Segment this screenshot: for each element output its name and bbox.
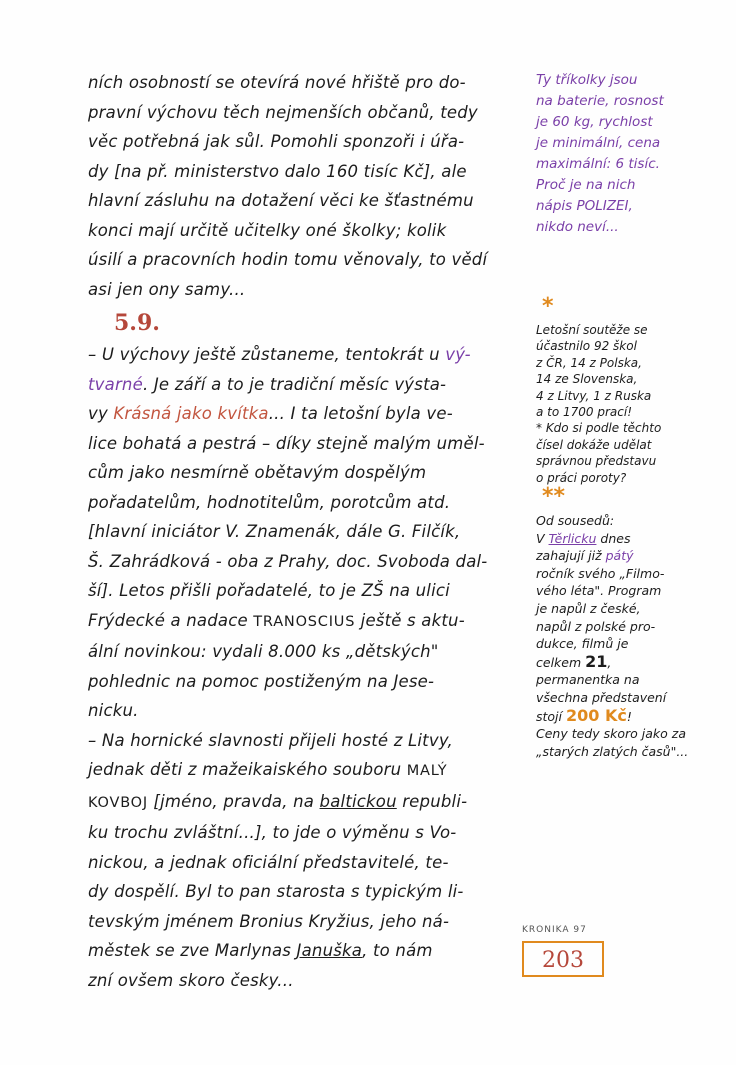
note-line: permanentka na [536,672,640,688]
text-line [88,399,516,429]
text-span: jednak děti z mažeikaiského souboru [88,760,407,779]
paragraph-exhibition [88,340,516,726]
underlined-word: baltickou [319,791,397,811]
note-line: Proč je na nich [536,177,636,193]
text-line: dy [na př. ministerstvo dalo 160 tisíc Kč], ale [88,161,467,181]
text-span: zahajují již [536,548,606,564]
text-span: Frýdecké a nadace [88,610,254,630]
note-line [536,653,712,672]
note-line: je napůl z české, [536,600,641,616]
date-heading: 5.9. [114,310,160,336]
text-span: vy [88,404,114,423]
note-line: Od sousedů: [536,513,615,528]
underlined-word: Januška [296,941,363,960]
paragraph-playground [88,68,516,304]
note-line: Ceny tedy skoro jako za [536,726,686,742]
note-line: a to 1700 prací! [536,405,633,420]
note-line: účastnilo 92 škol [536,339,637,354]
note-line: je 60 kg, rychlost [536,114,653,130]
ensemble-name: KOVBOJ [88,794,148,811]
note-line: je minimální, cena [536,135,661,151]
text-line: nicku. [88,701,139,720]
ensemble-name: MALÝ [406,763,448,779]
double-asterisk-marker: ** [542,484,566,509]
note-line: nikdo neví... [536,219,619,235]
note-line [536,707,712,726]
text-span: dnes [596,530,631,546]
text-line [88,606,516,638]
text-line: dy dospělí. Byl to pan starosta s typickým li- [88,882,464,901]
text-line: konci mají určitě učitelky oné školky; kolik [88,220,447,240]
text-line: pravní výchovu těch nejmenších občanů, tedy [88,102,478,122]
text-line: ních osobností se otevírá nové hřiště pro do- [88,73,466,92]
note-line: všechna představení [536,689,667,705]
note-line: * Kdo si podle těchto [536,421,662,436]
text-span: – U výchovy ještě zůstaneme, tentokrát u [88,345,446,364]
main-text-column [88,68,516,995]
note-line: vého léta". Program [536,583,662,599]
text-span: ... I ta letošní byla ve- [268,404,453,423]
note-line: napůl z polské pro- [536,618,656,634]
note-line: 4 z Litvy, 1 z Ruska [536,388,652,403]
text-span: městek se zve Marlynas [88,941,297,960]
text-span: stojí [536,708,566,724]
text-line: pohlednic na pomoc postiženým na Jese- [88,671,435,691]
text-line: věc potřebná jak sůl. Pomohli sponzoři i úřa- [88,132,465,151]
highlight-word: tvarné [88,374,143,394]
note-line: správnou představu [536,454,657,469]
text-line [88,755,516,787]
text-line: tevským jménem Bronius Kryžius, jeho ná- [88,911,450,931]
note-line: o práci poroty? [536,470,627,485]
sidebar-note-tricycles [536,70,712,238]
exhibition-title: Krásná jako kvítka [113,404,269,423]
text-line: ku trochu zvláštní...], to jde o výměnu s Vo- [88,823,457,842]
note-line [536,530,712,548]
text-line: Š. Zahrádková - oba z Prahy, doc. Svoboda dal- [88,551,488,571]
text-line: [hlavní iniciátor V. Znamenák, dále G. Filčík, [88,522,461,541]
paragraph-lithuania [88,726,516,996]
note-line: Ty tříkolky jsou [536,72,638,88]
note-line: na baterie, rosnost [536,93,664,109]
chronicle-label: KRONIKA 97 [522,925,587,935]
note-line: dukce, filmů je [536,636,629,652]
text-span: republi- [396,791,468,811]
foundation-name: TRANOSCIUS [253,613,356,630]
note-line: „starých zlatých časů"... [536,743,689,759]
text-line [88,340,516,370]
text-span: , [607,654,612,670]
asterisk-marker: * [542,294,554,319]
note-line: nápis POLIZEI, [536,198,633,214]
note-line: ročník svého „Filmo- [536,565,665,581]
page-number: 203 [522,941,604,977]
note-line: 14 ze Slovenska, [536,372,638,387]
text-line [88,787,516,819]
text-line: cům jako nesmírně obětavým dospělým [88,463,427,482]
highlight-word: pátý [605,548,634,564]
text-line: hlavní zásluhu na dotažení věci ke šťastnému [88,191,474,210]
text-span: [jméno, pravda, na [147,791,320,811]
place-name: Těrlicku [548,530,597,546]
highlight-word: vý- [445,345,471,364]
text-span: . Je září a to je tradiční měsíc výsta- [142,374,447,394]
text-span: celkem [536,654,586,670]
text-span: ! [626,708,632,724]
text-line: úsilí a pracovních hodin tomu věnovaly, to vědí [88,250,488,269]
text-line [88,936,516,966]
note-line [536,547,712,565]
text-line: pořadatelům, hodnotitelům, porotcům atd. [88,492,451,512]
text-line: zní ovšem skoro česky... [88,970,294,990]
text-line [88,370,516,400]
note-line: maximální: 6 tisíc. [536,156,660,172]
price-highlight: 200 Kč [565,705,627,725]
film-count: 21 [585,651,608,671]
text-span: ještě s aktu- [355,610,465,630]
text-line: asi jen ony samy... [88,279,246,299]
note-line: Letošní soutěže se [536,323,648,337]
text-span: V [536,530,549,546]
text-line: ální novinkou: vydali 8.000 ks „dětských" [88,642,439,661]
note-line: čísel dokáže udělat [536,437,652,452]
text-line: – Na hornické slavnosti přijeli hosté z Litvy, [88,730,453,750]
text-line: nickou, a jednak oficiální představitelé, te- [88,852,449,872]
note-line: z ČR, 14 z Polska, [536,355,642,370]
text-span: , to nám [362,941,433,960]
sidebar-note-neighbours [536,486,712,760]
sidebar-note-competition [536,296,712,486]
text-line: ší]. Letos přišli pořadatelé, to je ZŠ na ulici [88,581,450,600]
text-line: lice bohatá a pestrá – díky stejně malým uměl- [88,433,485,453]
